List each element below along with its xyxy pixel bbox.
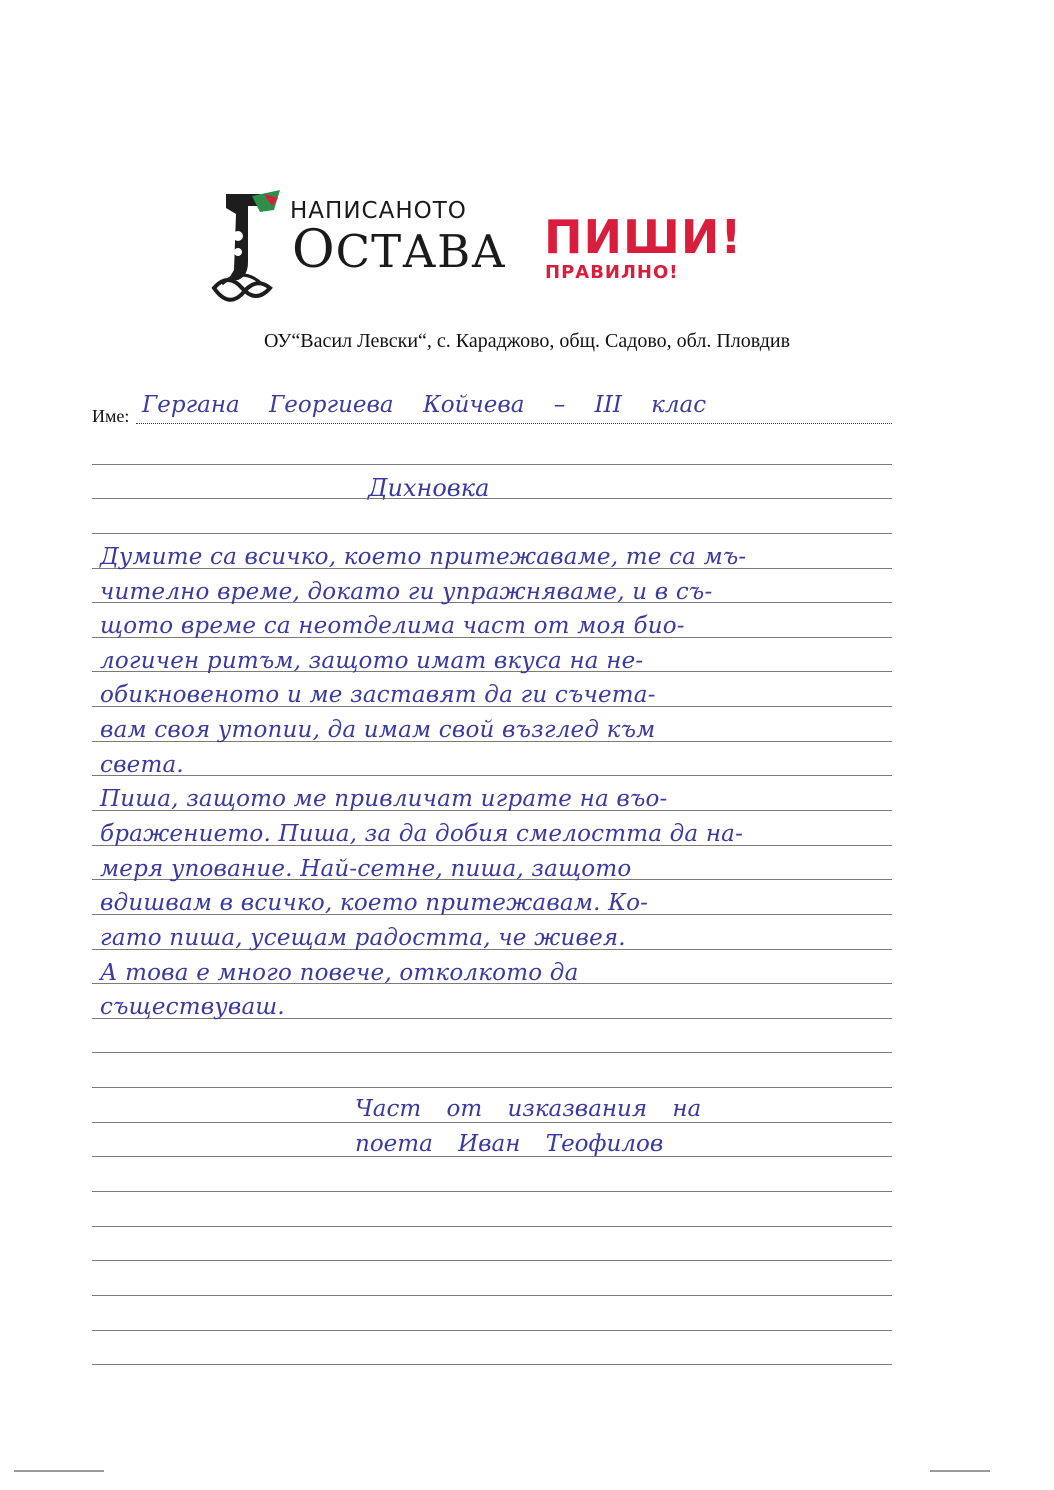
ruled-line: [92, 1330, 892, 1331]
brand-write: ПИШИ!: [544, 210, 743, 264]
essay-line: гато пиша, усещам радостта, че живея.: [100, 925, 626, 951]
ruled-line: [92, 1364, 892, 1365]
logo-line2: [292, 220, 507, 280]
name-field: [92, 392, 892, 430]
brand-correct: ПРАВИЛНО!: [545, 262, 679, 283]
essay-line: логичен ритъм, защото имат вкуса на не-: [100, 648, 644, 674]
essay-line: вам своя утопии, да имам свой възглед към: [100, 717, 656, 743]
essay-line: щото време са неотделима част от моя био-: [100, 613, 685, 639]
ruled-line: [92, 1260, 892, 1261]
attribution-line2: поета Иван Теофилов: [355, 1131, 664, 1157]
logo-line1: НАПИСАНОТО: [290, 198, 467, 224]
logo-line2-o: О: [292, 220, 336, 280]
ruled-line: [92, 1052, 892, 1053]
ruled-line: [92, 498, 892, 499]
essay-line: съществуваш.: [100, 994, 285, 1020]
ornamental-initial-icon: [208, 184, 288, 304]
contest-logo: [208, 184, 798, 306]
essay-line: Пиша, защото ме привличат играте на въо-: [100, 786, 668, 812]
ruled-line: [92, 1087, 892, 1088]
essay-title: Дихновка: [368, 474, 490, 502]
essay-line: обикновеното и ме заставят да ги съчета-: [100, 682, 656, 708]
ruled-line: [92, 1295, 892, 1296]
school-heading: ОУ“Васил Левски“, с. Караджово, общ. Садово, обл. Пловдив: [263, 330, 791, 352]
ruled-line: [92, 1191, 892, 1192]
essay-line: чително време, докато ги упражняваме, и в съ-: [100, 579, 713, 605]
ruled-line: [92, 775, 892, 776]
essay-line: бражението. Пиша, за да добия смелостта да на-: [100, 821, 744, 847]
name-label: Име:: [92, 406, 130, 426]
name-handwritten: Гергана Георгиева Койчева – III клас: [142, 392, 707, 418]
essay-line: света.: [100, 752, 184, 778]
ruled-line: [92, 533, 892, 534]
essay-line: меря упование. Най-сетне, пиша, защото: [100, 856, 632, 882]
essay-line: Думите са всичко, което притежаваме, те са мъ-: [100, 544, 747, 570]
logo-line2-rest: СТАВА: [335, 225, 507, 278]
attribution-line1: Част от изказвания на: [355, 1096, 702, 1122]
essay-line: А това е много повече, отколкото да: [100, 960, 579, 986]
ruled-line: [92, 1226, 892, 1227]
name-dotted-line: [136, 423, 892, 424]
essay-line: вдишвам в всичко, което притежавам. Ко-: [100, 890, 649, 916]
ruled-line: [92, 464, 892, 465]
ruled-line: [92, 1122, 892, 1123]
scan-mark: [930, 1470, 990, 1472]
scan-mark: [14, 1470, 104, 1472]
